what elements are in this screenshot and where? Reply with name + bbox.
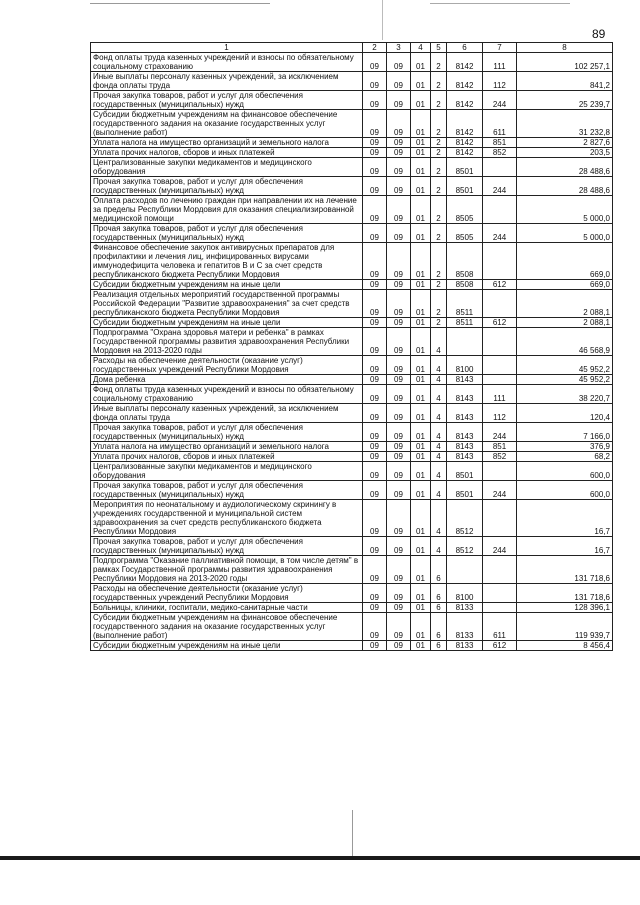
section-code: 09 — [387, 385, 411, 404]
table-row — [91, 641, 613, 651]
chapter-code: 09 — [363, 328, 387, 356]
column-header: 2 — [363, 43, 387, 53]
scan-artifact-mark — [382, 0, 383, 40]
row-name: Финансовое обеспечение закупок антивирусных препаратов для профилактики и лечения лиц, инфицированных вирусами иммунодефицита человека и гепатитов В и С за счет средств республиканского бюджета Республики Мордовия — [91, 243, 363, 280]
section-code: 09 — [387, 423, 411, 442]
subsection-code: 01 — [411, 556, 431, 584]
amount: 102 257,1 — [517, 53, 613, 72]
amount: 46 568,9 — [517, 328, 613, 356]
subsection-code: 01 — [411, 462, 431, 481]
amount: 128 396,1 — [517, 603, 613, 613]
section-code: 09 — [387, 481, 411, 500]
row-name: Уплата налога на имущество организаций и земельного налога — [91, 442, 363, 452]
subsection-code: 01 — [411, 196, 431, 224]
table-row — [91, 72, 613, 91]
table-row — [91, 280, 613, 290]
program-code: 4 — [431, 442, 447, 452]
amount: 841,2 — [517, 72, 613, 91]
table-row — [91, 442, 613, 452]
amount: 68,2 — [517, 452, 613, 462]
section-code: 09 — [387, 243, 411, 280]
row-name: Фонд оплаты труда казенных учреждений и взносы по обязательному социальному страхованию — [91, 53, 363, 72]
program-code: 4 — [431, 356, 447, 375]
target-article-code: 8142 — [447, 91, 483, 110]
expense-type-code — [483, 328, 517, 356]
table-row — [91, 177, 613, 196]
chapter-code: 09 — [363, 500, 387, 537]
table-row — [91, 613, 613, 641]
expense-type-code: 244 — [483, 481, 517, 500]
target-article-code: 8100 — [447, 584, 483, 603]
chapter-code: 09 — [363, 385, 387, 404]
row-name: Прочая закупка товаров, работ и услуг для обеспечения государственных (муниципальных) нужд — [91, 481, 363, 500]
chapter-code: 09 — [363, 375, 387, 385]
section-code: 09 — [387, 138, 411, 148]
chapter-code: 09 — [363, 556, 387, 584]
target-article-code: 8143 — [447, 452, 483, 462]
expense-type-code — [483, 375, 517, 385]
section-code: 09 — [387, 110, 411, 138]
chapter-code: 09 — [363, 584, 387, 603]
subsection-code: 01 — [411, 641, 431, 651]
amount: 120,4 — [517, 404, 613, 423]
row-name: Фонд оплаты труда казенных учреждений и взносы по обязательному социальному страхованию — [91, 385, 363, 404]
target-article-code: 8501 — [447, 462, 483, 481]
target-article-code: 8143 — [447, 423, 483, 442]
row-name: Субсидии бюджетным учреждениям на финансовое обеспечение государственного задания на оказание государственных услуг (выполнение работ) — [91, 110, 363, 138]
program-code: 2 — [431, 72, 447, 91]
expense-type-code — [483, 584, 517, 603]
subsection-code: 01 — [411, 177, 431, 196]
row-name: Прочая закупка товаров, работ и услуг для обеспечения государственных (муниципальных) нужд — [91, 537, 363, 556]
expense-type-code: 111 — [483, 385, 517, 404]
expense-type-code: 244 — [483, 91, 517, 110]
target-article-code: 8133 — [447, 641, 483, 651]
table-body — [91, 53, 613, 651]
subsection-code: 01 — [411, 584, 431, 603]
row-name: Подпрограмма "Охрана здоровья матери и ребенка" в рамках Государственной программы развития здравоохранения Республики Мордовия на 2013-2020 годы — [91, 328, 363, 356]
table-row — [91, 481, 613, 500]
amount: 131 718,6 — [517, 584, 613, 603]
section-code: 09 — [387, 196, 411, 224]
target-article-code: 8143 — [447, 442, 483, 452]
subsection-code: 01 — [411, 356, 431, 375]
row-name: Дома ребенка — [91, 375, 363, 385]
expense-type-code: 244 — [483, 177, 517, 196]
section-code: 09 — [387, 53, 411, 72]
subsection-code: 01 — [411, 158, 431, 177]
program-code: 4 — [431, 500, 447, 537]
table-row — [91, 404, 613, 423]
expense-type-code — [483, 603, 517, 613]
program-code: 2 — [431, 290, 447, 318]
subsection-code: 01 — [411, 537, 431, 556]
amount: 131 718,6 — [517, 556, 613, 584]
subsection-code: 01 — [411, 318, 431, 328]
program-code: 6 — [431, 584, 447, 603]
row-name: Субсидии бюджетным учреждениям на иные цели — [91, 280, 363, 290]
section-code: 09 — [387, 158, 411, 177]
chapter-code: 09 — [363, 280, 387, 290]
table-header-row — [91, 43, 613, 53]
expense-type-code: 851 — [483, 442, 517, 452]
subsection-code: 01 — [411, 110, 431, 138]
program-code: 2 — [431, 224, 447, 243]
row-name: Уплата прочих налогов, сборов и иных платежей — [91, 452, 363, 462]
target-article-code: 8133 — [447, 603, 483, 613]
table-row — [91, 138, 613, 148]
chapter-code: 09 — [363, 613, 387, 641]
chapter-code: 09 — [363, 603, 387, 613]
section-code: 09 — [387, 556, 411, 584]
row-name: Подпрограмма "Оказание паллиативной помощи, в том числе детям" в рамках Государственной программы развития здравоохранения Республики Мордовия на 2013-2020 годы — [91, 556, 363, 584]
target-article-code: 8512 — [447, 537, 483, 556]
column-header: 7 — [483, 43, 517, 53]
program-code: 2 — [431, 91, 447, 110]
chapter-code: 09 — [363, 177, 387, 196]
table-row — [91, 537, 613, 556]
program-code: 4 — [431, 375, 447, 385]
amount: 2 088,1 — [517, 290, 613, 318]
chapter-code: 09 — [363, 452, 387, 462]
expense-type-code: 111 — [483, 53, 517, 72]
subsection-code: 01 — [411, 603, 431, 613]
subsection-code: 01 — [411, 224, 431, 243]
expense-type-code: 852 — [483, 452, 517, 462]
target-article-code: 8142 — [447, 138, 483, 148]
program-code: 2 — [431, 138, 447, 148]
section-code: 09 — [387, 290, 411, 318]
amount: 669,0 — [517, 243, 613, 280]
table-row — [91, 452, 613, 462]
expense-type-code: 112 — [483, 72, 517, 91]
row-name: Централизованные закупки медикаментов и медицинского оборудования — [91, 462, 363, 481]
row-name: Больницы, клиники, госпитали, медико-санитарные части — [91, 603, 363, 613]
amount: 16,7 — [517, 537, 613, 556]
column-header: 5 — [431, 43, 447, 53]
section-code: 09 — [387, 641, 411, 651]
chapter-code: 09 — [363, 537, 387, 556]
subsection-code: 01 — [411, 72, 431, 91]
expense-type-code: 612 — [483, 641, 517, 651]
program-code: 2 — [431, 148, 447, 158]
subsection-code: 01 — [411, 442, 431, 452]
row-name: Мероприятия по неонатальному и аудиологическому скринингу в учреждениях государственной и муниципальной систем здравоохранения за счет средств республиканского бюджета Республики Мордовия — [91, 500, 363, 537]
row-name: Иные выплаты персоналу казенных учреждений, за исключением фонда оплаты труда — [91, 404, 363, 423]
expense-type-code — [483, 462, 517, 481]
table-row — [91, 224, 613, 243]
chapter-code: 09 — [363, 462, 387, 481]
program-code: 2 — [431, 110, 447, 138]
subsection-code: 01 — [411, 452, 431, 462]
row-name: Субсидии бюджетным учреждениям на финансовое обеспечение государственного задания на оказание государственных услуг (выполнение работ) — [91, 613, 363, 641]
expense-type-code: 612 — [483, 280, 517, 290]
target-article-code: 8501 — [447, 481, 483, 500]
expense-type-code — [483, 290, 517, 318]
subsection-code: 01 — [411, 91, 431, 110]
table-row — [91, 584, 613, 603]
expense-type-code — [483, 356, 517, 375]
amount: 600,0 — [517, 481, 613, 500]
table-row — [91, 91, 613, 110]
program-code: 4 — [431, 462, 447, 481]
target-article-code: 8142 — [447, 148, 483, 158]
table-row — [91, 318, 613, 328]
table-row — [91, 356, 613, 375]
subsection-code: 01 — [411, 375, 431, 385]
target-article-code: 8142 — [447, 110, 483, 138]
expense-type-code: 244 — [483, 224, 517, 243]
section-code: 09 — [387, 442, 411, 452]
row-name: Уплата прочих налогов, сборов и иных платежей — [91, 148, 363, 158]
section-code: 09 — [387, 356, 411, 375]
chapter-code: 09 — [363, 148, 387, 158]
amount: 2 827,6 — [517, 138, 613, 148]
budget-table — [90, 42, 613, 651]
amount: 45 952,2 — [517, 356, 613, 375]
expense-type-code — [483, 243, 517, 280]
target-article-code: 8508 — [447, 280, 483, 290]
program-code: 6 — [431, 603, 447, 613]
target-article-code: 8100 — [447, 356, 483, 375]
target-article-code: 8511 — [447, 290, 483, 318]
chapter-code: 09 — [363, 91, 387, 110]
expense-type-code: 611 — [483, 110, 517, 138]
amount: 119 939,7 — [517, 613, 613, 641]
subsection-code: 01 — [411, 423, 431, 442]
chapter-code: 09 — [363, 290, 387, 318]
subsection-code: 01 — [411, 138, 431, 148]
section-code: 09 — [387, 404, 411, 423]
section-code: 09 — [387, 224, 411, 243]
target-article-code — [447, 328, 483, 356]
scan-artifact-mark — [352, 810, 353, 856]
section-code: 09 — [387, 603, 411, 613]
target-article-code: 8143 — [447, 404, 483, 423]
table-row — [91, 556, 613, 584]
program-code: 2 — [431, 318, 447, 328]
program-code: 2 — [431, 243, 447, 280]
table-row — [91, 196, 613, 224]
expense-type-code — [483, 500, 517, 537]
table-row — [91, 148, 613, 158]
program-code: 4 — [431, 404, 447, 423]
amount: 25 239,7 — [517, 91, 613, 110]
subsection-code: 01 — [411, 500, 431, 537]
section-code: 09 — [387, 613, 411, 641]
amount: 16,7 — [517, 500, 613, 537]
section-code: 09 — [387, 375, 411, 385]
table-row — [91, 462, 613, 481]
amount: 376,9 — [517, 442, 613, 452]
target-article-code: 8505 — [447, 196, 483, 224]
chapter-code: 09 — [363, 318, 387, 328]
table-row — [91, 423, 613, 442]
table-row — [91, 500, 613, 537]
subsection-code: 01 — [411, 243, 431, 280]
column-header: 1 — [91, 43, 363, 53]
expense-type-code: 611 — [483, 613, 517, 641]
program-code: 6 — [431, 556, 447, 584]
section-code: 09 — [387, 72, 411, 91]
expense-type-code — [483, 158, 517, 177]
chapter-code: 09 — [363, 404, 387, 423]
expense-type-code: 612 — [483, 318, 517, 328]
target-article-code: 8501 — [447, 158, 483, 177]
section-code: 09 — [387, 148, 411, 158]
target-article-code: 8142 — [447, 72, 483, 91]
expense-type-code — [483, 556, 517, 584]
target-article-code: 8508 — [447, 243, 483, 280]
section-code: 09 — [387, 500, 411, 537]
subsection-code: 01 — [411, 53, 431, 72]
chapter-code: 09 — [363, 423, 387, 442]
chapter-code: 09 — [363, 72, 387, 91]
page-number: 89 — [592, 27, 606, 41]
target-article-code — [447, 556, 483, 584]
chapter-code: 09 — [363, 481, 387, 500]
row-name: Прочая закупка товаров, работ и услуг для обеспечения государственных (муниципальных) нужд — [91, 91, 363, 110]
amount: 600,0 — [517, 462, 613, 481]
table-row — [91, 158, 613, 177]
row-name: Субсидии бюджетным учреждениям на иные цели — [91, 641, 363, 651]
table-row — [91, 110, 613, 138]
chapter-code: 09 — [363, 138, 387, 148]
target-article-code: 8143 — [447, 385, 483, 404]
amount: 2 088,1 — [517, 318, 613, 328]
section-code: 09 — [387, 452, 411, 462]
row-name: Прочая закупка товаров, работ и услуг для обеспечения государственных (муниципальных) нужд — [91, 423, 363, 442]
expense-type-code: 244 — [483, 423, 517, 442]
subsection-code: 01 — [411, 613, 431, 641]
column-header: 6 — [447, 43, 483, 53]
subsection-code: 01 — [411, 290, 431, 318]
target-article-code: 8133 — [447, 613, 483, 641]
program-code: 4 — [431, 481, 447, 500]
chapter-code: 09 — [363, 356, 387, 375]
program-code: 2 — [431, 53, 447, 72]
amount: 5 000,0 — [517, 196, 613, 224]
subsection-code: 01 — [411, 328, 431, 356]
table-row — [91, 385, 613, 404]
column-header: 4 — [411, 43, 431, 53]
amount: 203,5 — [517, 148, 613, 158]
program-code: 4 — [431, 537, 447, 556]
section-code: 09 — [387, 584, 411, 603]
amount: 5 000,0 — [517, 224, 613, 243]
column-header: 8 — [517, 43, 613, 53]
section-code: 09 — [387, 462, 411, 481]
table-row — [91, 328, 613, 356]
chapter-code: 09 — [363, 224, 387, 243]
chapter-code: 09 — [363, 442, 387, 452]
amount: 38 220,7 — [517, 385, 613, 404]
program-code: 2 — [431, 158, 447, 177]
section-code: 09 — [387, 91, 411, 110]
section-code: 09 — [387, 318, 411, 328]
expense-type-code: 851 — [483, 138, 517, 148]
row-name: Прочая закупка товаров, работ и услуг для обеспечения государственных (муниципальных) нужд — [91, 224, 363, 243]
chapter-code: 09 — [363, 53, 387, 72]
table-row — [91, 375, 613, 385]
program-code: 6 — [431, 613, 447, 641]
chapter-code: 09 — [363, 641, 387, 651]
subsection-code: 01 — [411, 404, 431, 423]
amount: 31 232,8 — [517, 110, 613, 138]
program-code: 2 — [431, 280, 447, 290]
row-name: Расходы на обеспечение деятельности (оказание услуг) государственных учреждений Республики Мордовия — [91, 356, 363, 375]
expense-type-code — [483, 196, 517, 224]
row-name: Реализация отдельных мероприятий государственной программы Российской Федерации "Развитие здравоохранения" за счет средств республиканского бюджета Республики Мордовия — [91, 290, 363, 318]
row-name: Расходы на обеспечение деятельности (оказание услуг) государственных учреждений Республики Мордовия — [91, 584, 363, 603]
program-code: 2 — [431, 196, 447, 224]
expense-type-code: 852 — [483, 148, 517, 158]
amount: 8 456,4 — [517, 641, 613, 651]
target-article-code: 8511 — [447, 318, 483, 328]
chapter-code: 09 — [363, 158, 387, 177]
amount: 7 166,0 — [517, 423, 613, 442]
target-article-code: 8143 — [447, 375, 483, 385]
section-code: 09 — [387, 328, 411, 356]
expense-type-code: 112 — [483, 404, 517, 423]
row-name: Уплата налога на имущество организаций и земельного налога — [91, 138, 363, 148]
section-code: 09 — [387, 177, 411, 196]
program-code: 6 — [431, 641, 447, 651]
table-row — [91, 243, 613, 280]
target-article-code: 8505 — [447, 224, 483, 243]
chapter-code: 09 — [363, 110, 387, 138]
amount: 28 488,6 — [517, 177, 613, 196]
section-code: 09 — [387, 280, 411, 290]
target-article-code: 8142 — [447, 53, 483, 72]
subsection-code: 01 — [411, 280, 431, 290]
row-name: Иные выплаты персоналу казенных учреждений, за исключением фонда оплаты труда — [91, 72, 363, 91]
target-article-code: 8501 — [447, 177, 483, 196]
scan-artifact-line — [430, 3, 570, 4]
program-code: 4 — [431, 423, 447, 442]
subsection-code: 01 — [411, 385, 431, 404]
row-name: Централизованные закупки медикаментов и медицинского оборудования — [91, 158, 363, 177]
table-row — [91, 290, 613, 318]
program-code: 4 — [431, 385, 447, 404]
program-code: 2 — [431, 177, 447, 196]
subsection-code: 01 — [411, 148, 431, 158]
expense-type-code: 244 — [483, 537, 517, 556]
program-code: 4 — [431, 328, 447, 356]
program-code: 4 — [431, 452, 447, 462]
scan-artifact-line — [90, 3, 270, 4]
section-code: 09 — [387, 537, 411, 556]
amount: 669,0 — [517, 280, 613, 290]
page-bottom-rule — [0, 856, 640, 860]
target-article-code: 8512 — [447, 500, 483, 537]
row-name: Прочая закупка товаров, работ и услуг для обеспечения государственных (муниципальных) нужд — [91, 177, 363, 196]
chapter-code: 09 — [363, 196, 387, 224]
amount: 45 952,2 — [517, 375, 613, 385]
chapter-code: 09 — [363, 243, 387, 280]
budget-table-container — [90, 42, 612, 651]
table-row — [91, 603, 613, 613]
row-name: Оплата расходов по лечению граждан при направлении их на лечение за пределы Республики Мордовия для оказания специализированной медицинской помощи — [91, 196, 363, 224]
amount: 28 488,6 — [517, 158, 613, 177]
table-row — [91, 53, 613, 72]
row-name: Субсидии бюджетным учреждениям на иные цели — [91, 318, 363, 328]
subsection-code: 01 — [411, 481, 431, 500]
column-header: 3 — [387, 43, 411, 53]
